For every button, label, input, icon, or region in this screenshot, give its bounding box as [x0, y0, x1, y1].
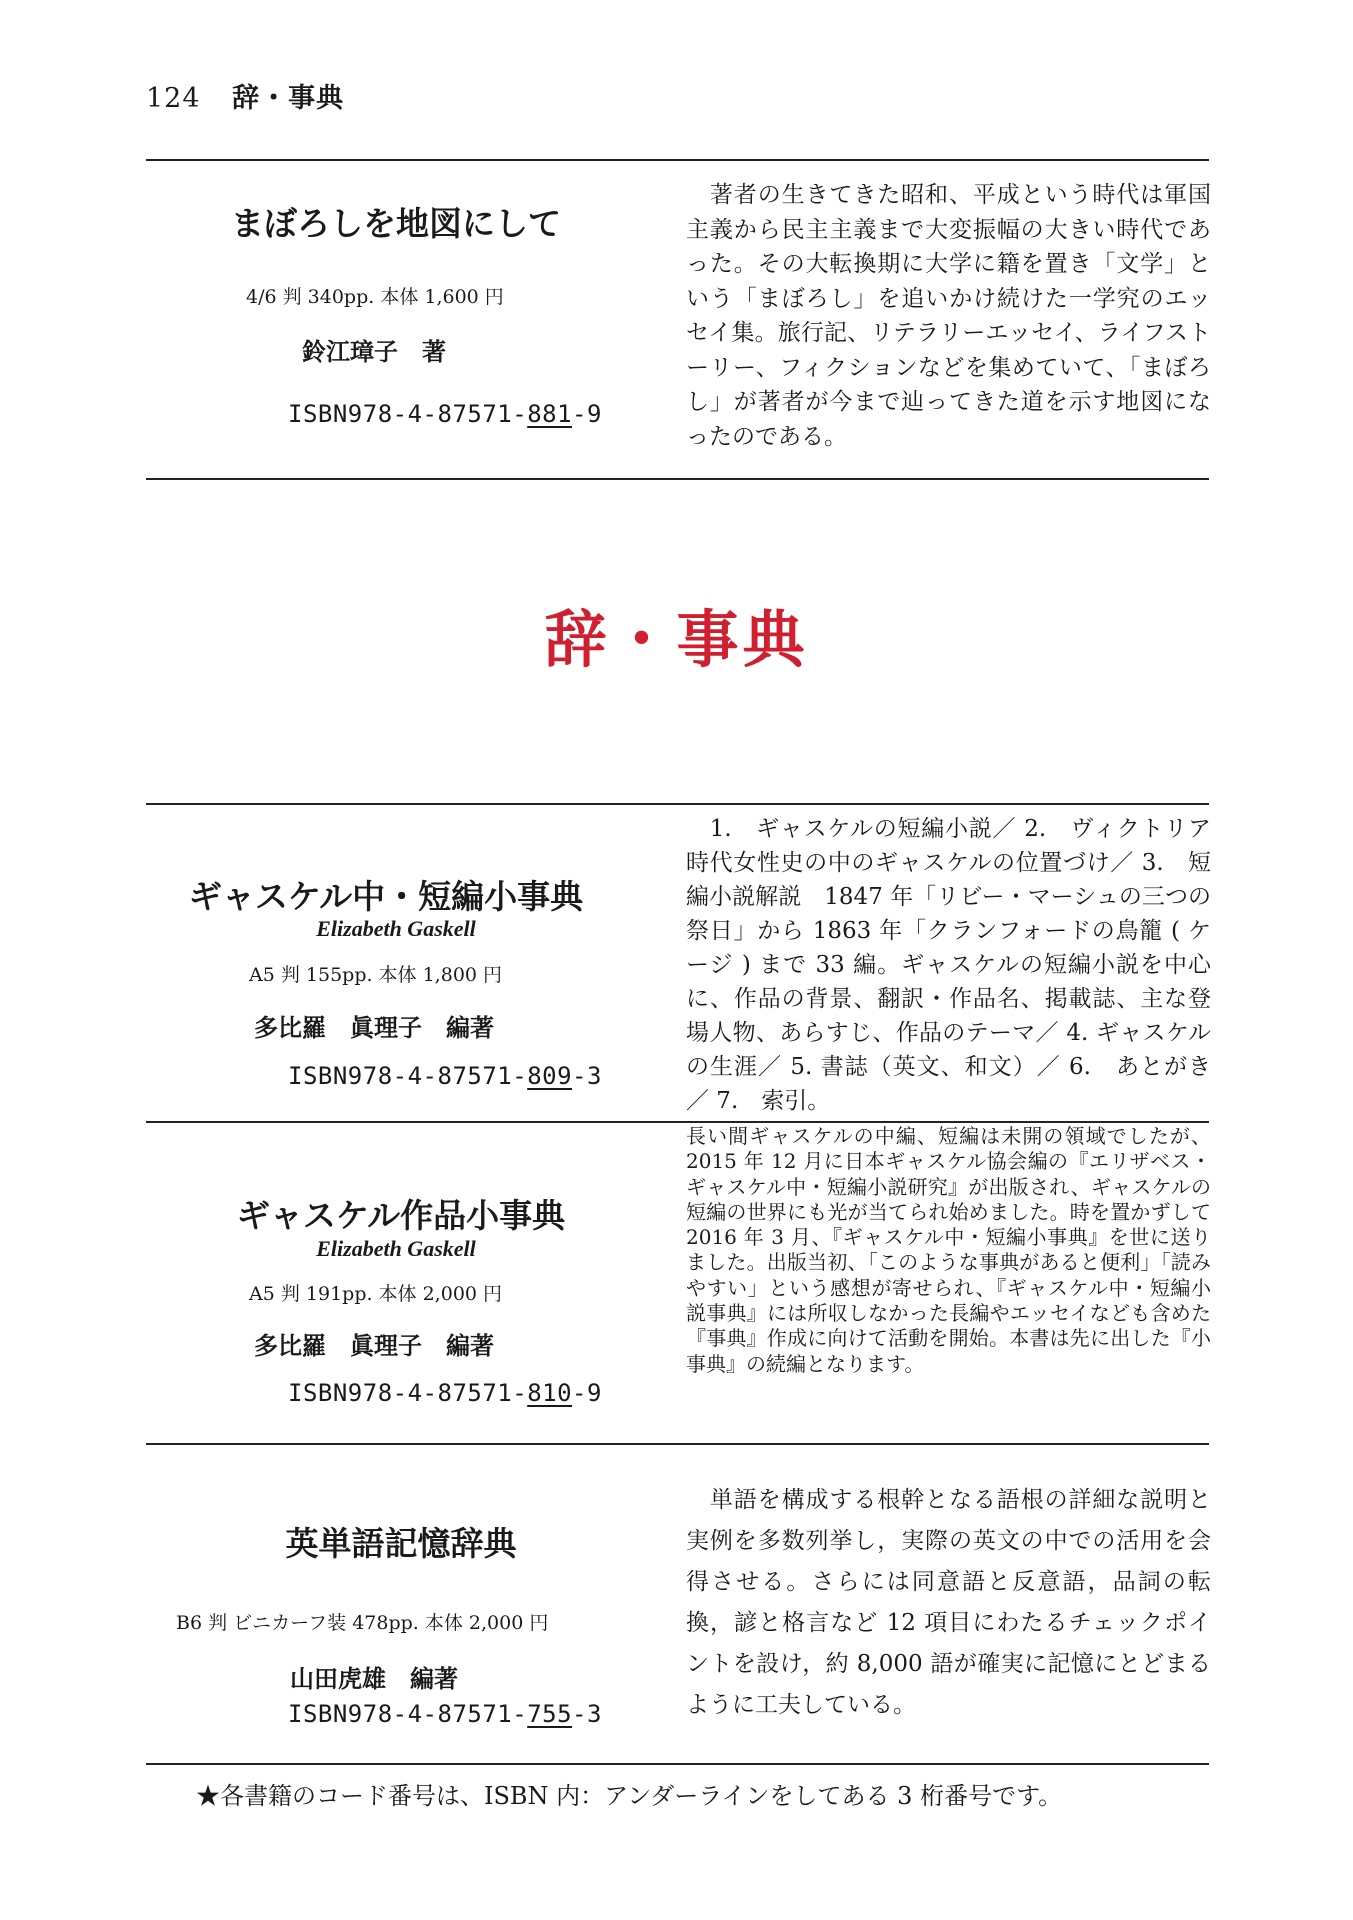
book-isbn	[288, 1062, 602, 1090]
book-description	[686, 178, 1211, 454]
footnote: ★各書籍のコード番号は、ISBN 内：アンダーラインをしてある 3 桁番号です。	[196, 1782, 1063, 1810]
book-author: 多比羅 眞理子 編著	[254, 1014, 494, 1042]
book-spec: 4/6 判 340pp. 本体 1,600 円	[246, 286, 504, 308]
book-subtitle: Elizabeth Gaskell	[316, 1236, 476, 1261]
book-description	[686, 1124, 1211, 1377]
book-isbn	[288, 1700, 602, 1728]
page-header	[146, 76, 344, 115]
description-text: 単語を構成する根幹となる語根の詳細な説明と実例を多数列挙し，実際の英文の中での活用を会得させる。さらには同意語と反意語，品詞の転換，諺と格言など 12 項目にわたるチェックポイントを設け，約 8,000 語が確実に記憶にとどまるように工夫している。	[686, 1487, 1211, 1718]
description-text: 著者の生きてきた昭和、平成という時代は軍国主義から民主主義まで大変振幅の大きい時代であった。その大転換期に大学に籍を置き「文学」という「まぼろし」を追いかけ続けた一学究のエッセイ集。旅行記、リテラリーエッセイ、ライフストーリー、フィクションなどを集めていて、「まぼろし」が著者が今まで辿ってきた道を示す地図になったのである。	[686, 182, 1211, 450]
book-entry	[146, 1122, 1209, 1442]
page-number: 124	[146, 83, 201, 114]
running-title: 辞・事典	[232, 83, 345, 114]
book-title: 英単語記憶辞典	[285, 1524, 517, 1563]
book-spec: A5 判 191pp. 本体 2,000 円	[249, 1283, 503, 1305]
book-entry	[146, 1444, 1209, 1762]
book-isbn	[288, 1379, 602, 1407]
description-text: 1. ギャスケルの短編小説／ 2. ヴィクトリア時代女性史の中のギャスケルの位置づけ／ 3. 短編小説解説 1847 年「リビー・マーシュの三つの祭日」から 1863 年「クランフォードの鳥籠 ( ケージ ) まで 33 編。ギャスケルの短編小説を中心に、作品の背景、翻訳・作品名、掲載誌、主な登場人物、あらすじ、作品のテーマ／ 4. ギャスケルの生涯／ 5. 書誌（英文、和文）／ 6. あとがき／ 7. 索引。	[686, 816, 1211, 1114]
description-text: 長い間ギャスケルの中編、短編は未開の領域でしたが、2015 年 12 月に日本ギャスケル協会編の『エリザベス・ギャスケル中・短編小説研究』が出版され、ギャスケルの短編の世界にも光が当てられ始めました。時を置かずして 2016 年 3 月、『ギャスケル中・短編小事典』を世に送りました。出版当初、「このような事典があると便利」「読みやすい」という感想が寄せられ、『ギャスケル中・短編小説事典』には所収しなかった長編やエッセイなども含めた『事典』作成に向けて活動を開始。本書は先に出した『小事典』の続編となります。	[686, 1124, 1211, 1376]
isbn-suffix: -9	[572, 400, 602, 428]
book-description	[686, 1480, 1211, 1726]
book-description	[686, 812, 1211, 1118]
isbn-prefix: ISBN978-4-87571-	[288, 1062, 528, 1090]
divider	[146, 478, 1209, 480]
book-entry	[146, 160, 1209, 478]
isbn-suffix: -3	[572, 1062, 602, 1090]
isbn-suffix: -3	[572, 1700, 602, 1728]
book-title: ギャスケル作品小事典	[236, 1196, 566, 1235]
isbn-prefix: ISBN978-4-87571-	[288, 1379, 528, 1407]
divider	[146, 1763, 1209, 1765]
book-subtitle: Elizabeth Gaskell	[316, 916, 476, 941]
isbn-prefix: ISBN978-4-87571-	[288, 1700, 528, 1728]
isbn-code: 809	[527, 1062, 573, 1090]
isbn-suffix: -9	[572, 1379, 602, 1407]
book-title: まぼろしを地図にして	[231, 204, 561, 243]
isbn-code: 755	[527, 1700, 573, 1728]
book-author: 多比羅 眞理子 編著	[254, 1332, 494, 1360]
section-title: 辞・事典	[544, 603, 809, 676]
isbn-prefix: ISBN978-4-87571-	[288, 400, 528, 428]
book-entry	[146, 804, 1209, 1120]
book-title: ギャスケル中・短編小事典	[188, 877, 584, 916]
book-isbn	[288, 400, 602, 428]
book-spec: A5 判 155pp. 本体 1,800 円	[249, 964, 503, 986]
book-spec: B6 判 ビニカーフ装 478pp. 本体 2,000 円	[176, 1612, 549, 1634]
book-author: 山田虎雄 編著	[290, 1665, 458, 1693]
isbn-code: 810	[527, 1379, 573, 1407]
book-author: 鈴江璋子 著	[302, 338, 446, 366]
isbn-code: 881	[527, 400, 573, 428]
